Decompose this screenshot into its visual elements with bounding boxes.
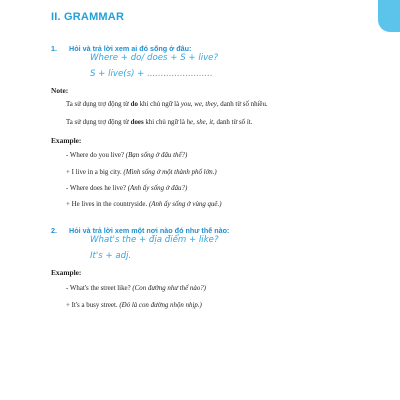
example-2-line-2 [66,302,202,309]
note-line-2-italic: he, she, it [186,119,214,126]
example-1-line-4-text: + He lives in the countryside. [66,201,148,208]
example-1-line-1-text: - Where do you live? [66,152,125,159]
note-line-1-bold: do [130,101,138,108]
formula-2b: It's + adj. [90,251,132,261]
note-line-2-bold: does [130,119,144,126]
question-2-number: 2. [51,226,57,235]
note-label: Note: [51,86,69,95]
example-1-label: Example: [51,136,82,145]
note-line-1 [66,101,268,108]
example-2-line-1-text: - What's the street like? [66,285,131,292]
note-line-2-mid: khi chủ ngữ là [143,119,187,126]
example-1-line-2-translation: (Mình sống ở một thành phố lớn.) [123,169,217,176]
example-1-line-1 [66,152,187,159]
example-2-line-2-translation: (Đó là con đường nhộn nhịp.) [119,302,202,309]
note-line-1-italic: you, we, they [180,101,217,108]
question-1-text: Hỏi và trả lời xem ai đó sống ở đâu: [69,44,192,53]
note-line-1-pre: Ta sử dụng trợ động từ [66,101,131,108]
note-line-1-mid: khi chủ ngữ là [137,101,181,108]
question-1-number: 1. [51,44,57,53]
note-line-2-pre: Ta sử dụng trợ động từ [66,119,131,126]
example-2-label: Example: [51,268,82,277]
example-1-line-3 [66,185,187,192]
formula-1b: S + live(s) + ........................ [90,69,213,79]
example-2-line-1 [66,285,206,292]
example-1-line-4-translation: (Anh ấy sống ở vùng quê.) [148,201,222,208]
example-2-line-1-translation: (Con đường như thế nào?) [132,285,206,292]
example-1-line-1-translation: (Bạn sống ở đâu thế?) [125,152,188,159]
example-1-line-3-text: - Where does he live? [66,185,126,192]
note-line-2 [66,119,252,126]
example-1-line-2-text: + I live in a big city. [66,169,122,176]
example-2-line-2-text: + It's a busy street. [66,302,118,309]
note-line-1-post: , danh từ số nhiều. [216,101,268,108]
example-1-line-3-translation: (Anh ấy sống ở đâu?) [127,185,188,192]
note-line-2-post: , danh từ số ít. [213,119,253,126]
formula-2a: What's the + địa điểm + like? [90,235,219,245]
formula-1a: Where + do/ does + S + live? [90,53,219,63]
example-1-line-2 [66,169,217,176]
example-1-line-4 [66,201,222,208]
question-2-text: Hỏi và trả lời xem một nơi nào đó như thế nào: [69,226,230,235]
section-title: II. GRAMMAR [51,11,125,23]
